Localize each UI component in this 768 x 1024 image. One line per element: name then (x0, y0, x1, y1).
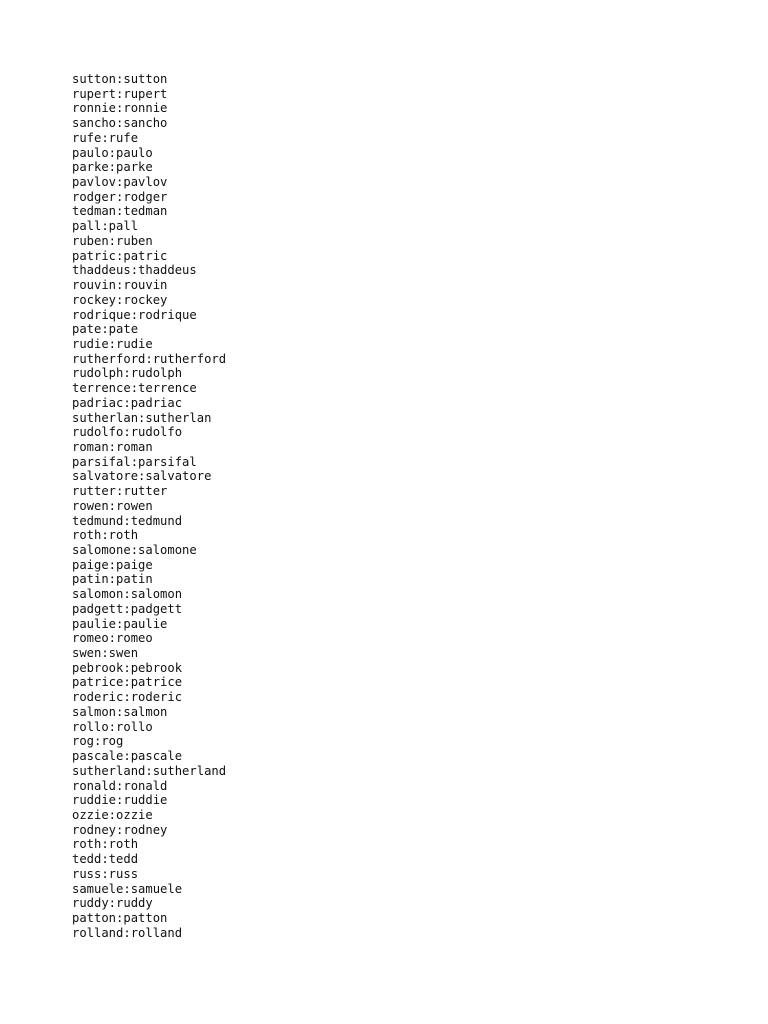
text-line: rollo:rollo (72, 719, 153, 734)
text-line: swen:swen (72, 646, 139, 661)
text-line: pate:pate (72, 322, 139, 337)
text-line: paulo:paulo (72, 145, 153, 160)
text-line: ruddy:ruddy (72, 896, 153, 911)
text-line: patton:patton (72, 910, 168, 925)
text-line: sutton:sutton (72, 72, 168, 86)
text-line: pascale:pascale (72, 749, 183, 764)
text-line: rodney:rodney (72, 822, 168, 837)
text-line: roman:roman (72, 439, 153, 454)
text-line: pavlov:pavlov (72, 175, 168, 190)
text-line: padriac:padriac (72, 395, 183, 410)
text-line: sutherland:sutherland (72, 763, 227, 778)
text-line: thaddeus:thaddeus (72, 263, 197, 278)
text-line: pall:pall (72, 219, 139, 234)
text-line: patrice:patrice (72, 675, 183, 690)
text-line: rolland:rolland (72, 925, 183, 940)
text-line: patric:patric (72, 248, 168, 263)
text-line: russ:russ (72, 866, 139, 881)
text-line: rutherford:rutherford (72, 351, 227, 366)
text-line: tedd:tedd (72, 852, 139, 867)
text-line: rodrique:rodrique (72, 307, 197, 322)
text-line: salomone:salomone (72, 543, 197, 557)
text-line: roth:roth (72, 528, 139, 543)
text-line: rupert:rupert (72, 86, 168, 101)
text-line: parke:parke (72, 160, 153, 175)
text-line: patin:patin (72, 572, 153, 587)
text-line: rodger:rodger (72, 189, 168, 204)
text-line: salmon:salmon (72, 704, 168, 719)
text-line: rockey:rockey (72, 292, 168, 307)
text-lines (72, 72, 226, 940)
text-line: tedmund:tedmund (72, 513, 183, 528)
text-line: romeo:romeo (72, 631, 153, 646)
text-line: rudie:rudie (72, 336, 153, 351)
text-line: rutter:rutter (72, 484, 168, 499)
text-line: ronald:ronald (72, 778, 168, 793)
text-line: ronnie:ronnie (72, 101, 168, 116)
text-line: samuele:samuele (72, 881, 183, 896)
text-line: ruben:ruben (72, 233, 153, 248)
text-line: paige:paige (72, 557, 153, 572)
text-line: pebrook:pebrook (72, 660, 183, 675)
text-line: ruddie:ruddie (72, 793, 168, 808)
text-line: tedman:tedman (72, 204, 168, 219)
text-line: rog:rog (72, 734, 124, 749)
text-line: rowen:rowen (72, 498, 153, 513)
text-line: rudolfo:rudolfo (72, 425, 183, 440)
text-line: rouvin:rouvin (72, 278, 168, 293)
text-line: rudolph:rudolph (72, 366, 183, 381)
text-line: sancho:sancho (72, 116, 168, 131)
text-line: terrence:terrence (72, 381, 197, 396)
text-line: paulie:paulie (72, 616, 168, 631)
text-line: roth:roth (72, 837, 139, 852)
text-line: salomon:salomon (72, 587, 183, 602)
text-line: rufe:rufe (72, 130, 139, 145)
text-line: padgett:padgett (72, 601, 183, 616)
text-line: salvatore:salvatore (72, 469, 212, 484)
text-line: parsifal:parsifal (72, 454, 197, 469)
text-line: roderic:roderic (72, 690, 183, 705)
text-line: sutherlan:sutherlan (72, 410, 212, 425)
text-line: ozzie:ozzie (72, 807, 153, 822)
